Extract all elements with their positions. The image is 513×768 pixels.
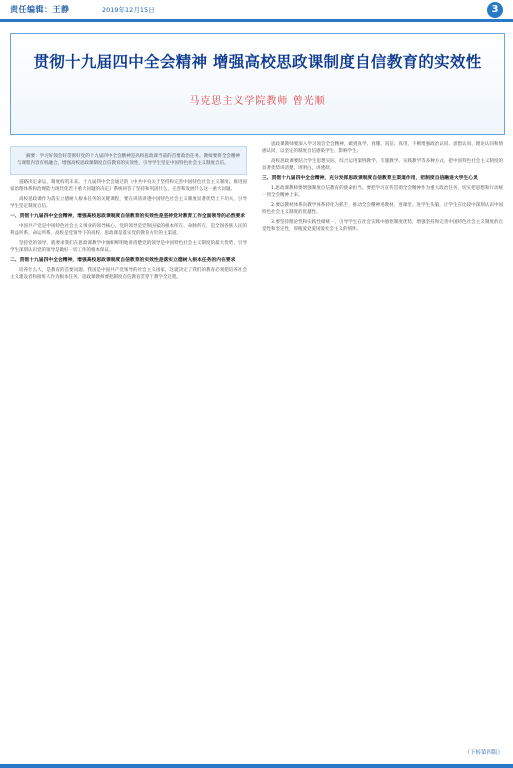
section-heading-2: 二、贯彻十九届四中全会精神，增强高校思政课制度自信教育的实效性是落实立德树人根本任务的内在要求 — [10, 258, 236, 263]
body-paragraph: 坚持党的领导，就要求我们在思政课教学中旗帜鲜明地讲清楚党的领导是中国特色社会主义制度的最大优势，引导学生深刻认识党的领导是做好一切工作的根本保证。 — [10, 241, 247, 253]
body-paragraph: 3.要坚持理论性和实践性相统一，引导学生在社会实践中感悟制度优势，增强坚持和完善中国特色社会主义制度的自觉性和坚定性，厚植爱党爱国爱社会主义的情怀。 — [262, 220, 503, 232]
abstract-box — [10, 146, 247, 175]
body-paragraph: 思政课教师要深入学习领会全会精神，做到真学、真懂、真信、真用，不断增强政治认同、思想认同、理论认同和情感认同，以坚定的制度自信感染学生、影响学生。 — [262, 142, 503, 154]
section-editor: 责任编辑：王静 — [10, 5, 70, 14]
body-paragraph: 道路决定命运，制度构筑未来。十九届四中全会通过的《中共中央关于坚持和完善中国特色社会主义制度、推进国家治理体系和治理能力现代化若干重大问题的决定》系统回答了坚持和巩固什么、完善和发展什么这一重大问题。 — [10, 180, 247, 192]
body-paragraph: 中国共产党是中国特色社会主义事业的领导核心。党的领导是党和国家的根本所在、命脉所在，是全国各族人民的利益所系、命运所系。高校是党领导下的高校，思政课是落实党的教育方针的主渠道。 — [10, 224, 247, 236]
section-heading-1: 一、贯彻十九届四中全会精神，增强高校思政课制度自信教育的实效性是坚持党对教育工作全面领导的必然要求 — [10, 214, 246, 219]
abstract-text: 摘要：学习好领会好贯彻好党的十九届四中全会精神是高校思政课当前的首要政治任务。教师要将全会精神与课程内容有机融合，增强高校思政课制度自信教育的实效性，引导学生坚定中国特色社会主义制度自信。 — [17, 154, 240, 166]
body-paragraph: 2.要以教材体系向教学体系转化为抓手，推动全会精神进教材、进课堂、进学生头脑，让学生在比较中深刻认识中国特色社会主义制度的优越性。 — [262, 203, 503, 215]
left-column — [10, 146, 247, 738]
right-column — [262, 141, 503, 738]
footer-rule — [0, 764, 513, 768]
headline-banner — [10, 33, 505, 135]
body-paragraph: 培养什么人，是教育的首要问题。我国是中国共产党领导的社会主义国家，这就决定了我们的教育必须把培养社会主义建设者和接班人作为根本任务。思政课教师要把制度自信教育贯穿于教学全过程。 — [10, 268, 247, 280]
article-byline: 马克思主义学院教师 曾光顺 — [189, 96, 326, 107]
masthead-rule — [0, 19, 513, 22]
masthead — [0, 0, 513, 20]
article-headline: 贯彻十九届四中全会精神 增强高校思政课制度自信教育的实效性 — [33, 52, 482, 71]
issue-date: 2019年12月15日 — [102, 6, 155, 14]
continued-notice: （下转第四版） — [464, 750, 503, 756]
body-paragraph: 1.思政课教师要增强制度自信教育的使命担当。要把学习宣传贯彻全会精神作为重大政治任务，切实把思想和行动统一到全会精神上来。 — [262, 186, 503, 198]
body-paragraph: 高校思政课作为落实立德树人根本任务的关键课程，要在讲清讲透中国特色社会主义制度显著优势上下功夫，引导学生坚定制度自信。 — [10, 197, 247, 209]
section-heading-3: 三、贯彻十九届四中全会精神，充分发挥思政课制度自信教育主渠道作用，把制度自信融进大学生心灵 — [262, 176, 478, 181]
body-paragraph: 高校思政课要结合学生思想实际，综合运用案例教学、专题教学、实践教学等多种方式，把中国特色社会主义制度的显著优势讲清楚、讲明白、讲透彻。 — [262, 159, 503, 171]
page-number-badge: 3 — [487, 2, 503, 18]
